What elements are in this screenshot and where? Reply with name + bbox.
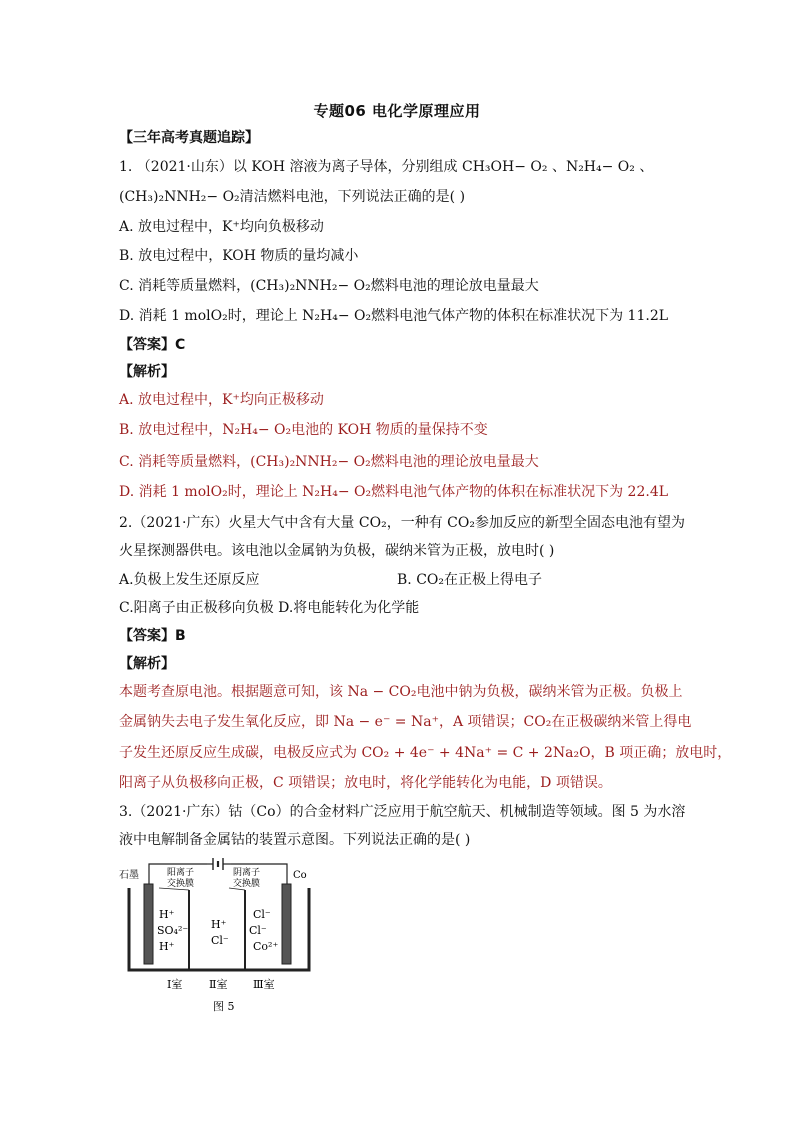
cation-membrane-label-1: 阳离子 xyxy=(167,868,195,878)
q2-option-cd: C.阳离子由正极移向负极 D.将电能转化为化学能 xyxy=(119,600,420,616)
q1-stem-line1: 1. （2021·山东）以 KOH 溶液为离子导体，分别组成 CH₃OH− O₂ 、N₂H₄− O₂ 、 xyxy=(119,159,654,175)
room1-ion-1: H⁺ xyxy=(159,908,175,921)
cobalt-electrode xyxy=(282,884,291,964)
q1-option-c: C. 消耗等质量燃料，(CH₃)₂NNH₂− O₂燃料电池的理论放电量最大 xyxy=(119,278,539,294)
room3-ion-3: Co²⁺ xyxy=(253,940,279,953)
room1-ion-2: SO₄²⁻ xyxy=(157,924,189,937)
anion-membrane-label-2: 交换膜 xyxy=(233,879,261,889)
room1-ion-3: H⁺ xyxy=(159,940,175,953)
q2-stem-line1: 2.（2021·广东）火星大气中含有大量 CO₂，一种有 CO₂参加反应的新型全固态电池有望为 xyxy=(119,515,685,531)
section-heading: 【三年高考真题追踪】 xyxy=(119,130,259,146)
q2-analysis-label: 【解析】 xyxy=(119,656,175,672)
q1-analysis-c: C. 消耗等质量燃料，(CH₃)₂NNH₂− O₂燃料电池的理论放电量最大 xyxy=(119,454,539,470)
q2-answer: 【答案】B xyxy=(119,628,186,644)
q2-option-b: B. CO₂在正极上得电子 xyxy=(397,572,542,588)
q1-analysis-d: D. 消耗 1 molO₂时，理论上 N₂H₄− O₂燃料电池气体产物的体积在标准状况下为 22.4L xyxy=(119,484,669,500)
graphite-label: 石墨 xyxy=(119,870,139,881)
room-label-1: Ⅰ室 xyxy=(167,978,183,991)
q1-option-d: D. 消耗 1 molO₂时，理论上 N₂H₄− O₂燃料电池气体产物的体积在标准状况下为 11.2L xyxy=(119,308,669,324)
room-label-2: Ⅱ室 xyxy=(209,978,228,991)
room3-ion-2: Cl⁻ xyxy=(249,924,267,937)
q3-stem-line1: 3.（2021·广东）钴（Co）的合金材料广泛应用于航空航天、机械制造等领域。图 5 为水溶 xyxy=(119,804,686,820)
q2-analysis-line1: 本题考查原电池。根据题意可知，该 Na − CO₂电池中钠为负极，碳纳米管为正极。负极上 xyxy=(119,684,683,700)
room2-ion-1: H⁺ xyxy=(211,918,227,931)
room3-ion-1: Cl⁻ xyxy=(253,908,271,921)
q1-stem-line2: (CH₃)₂NNH₂− O₂清洁燃料电池，下列说法正确的是( ) xyxy=(119,189,466,205)
co-label: Co xyxy=(293,870,307,881)
q3-stem-line2: 液中电解制备金属钴的装置示意图。下列说法正确的是( ) xyxy=(119,832,471,848)
q2-analysis-line2: 金属钠失去电子发生氧化反应，即 Na − e⁻ = Na⁺，A 项错误；CO₂在正极碳纳米管上得电 xyxy=(119,714,692,730)
anion-membrane-label-1: 阴离子 xyxy=(233,868,261,878)
room2-ion-2: Cl⁻ xyxy=(211,934,229,947)
page-title: 专题06 电化学原理应用 xyxy=(313,102,481,120)
answer-label: 【答案】C xyxy=(119,337,186,353)
q1-answer xyxy=(119,335,185,355)
q1-option-a: A. 放电过程中，K⁺均向负极移动 xyxy=(119,219,324,235)
q1-option-b: B. 放电过程中，KOH 物质的量均减小 xyxy=(119,248,359,264)
q2-analysis-line3: 子发生还原反应生成碳，电极反应式为 CO₂ + 4e⁻ + 4Na⁺ = C + 2Na₂O，B 项正确；放电时， xyxy=(119,745,732,761)
q2-option-a: A.负极上发生还原反应 xyxy=(119,572,260,588)
electrolysis-figure xyxy=(119,858,319,1018)
room-label-3: Ⅲ室 xyxy=(253,978,275,991)
cation-membrane-label-2: 交换膜 xyxy=(167,879,195,889)
q1-analysis-a: A. 放电过程中，K⁺均向正极移动 xyxy=(119,392,324,408)
q1-analysis-label: 【解析】 xyxy=(119,364,175,380)
q2-stem-line2: 火星探测器供电。该电池以金属钠为负极，碳纳米管为正极，放电时( ) xyxy=(119,543,555,559)
figure-caption: 图 5 xyxy=(213,1000,235,1013)
q1-analysis-b: B. 放电过程中，N₂H₄− O₂电池的 KOH 物质的量保持不变 xyxy=(119,422,488,438)
q2-analysis-line4: 阳离子从负极移向正极，C 项错误；放电时，将化学能转化为电能，D 项错误。 xyxy=(119,775,612,791)
graphite-electrode xyxy=(144,884,153,964)
